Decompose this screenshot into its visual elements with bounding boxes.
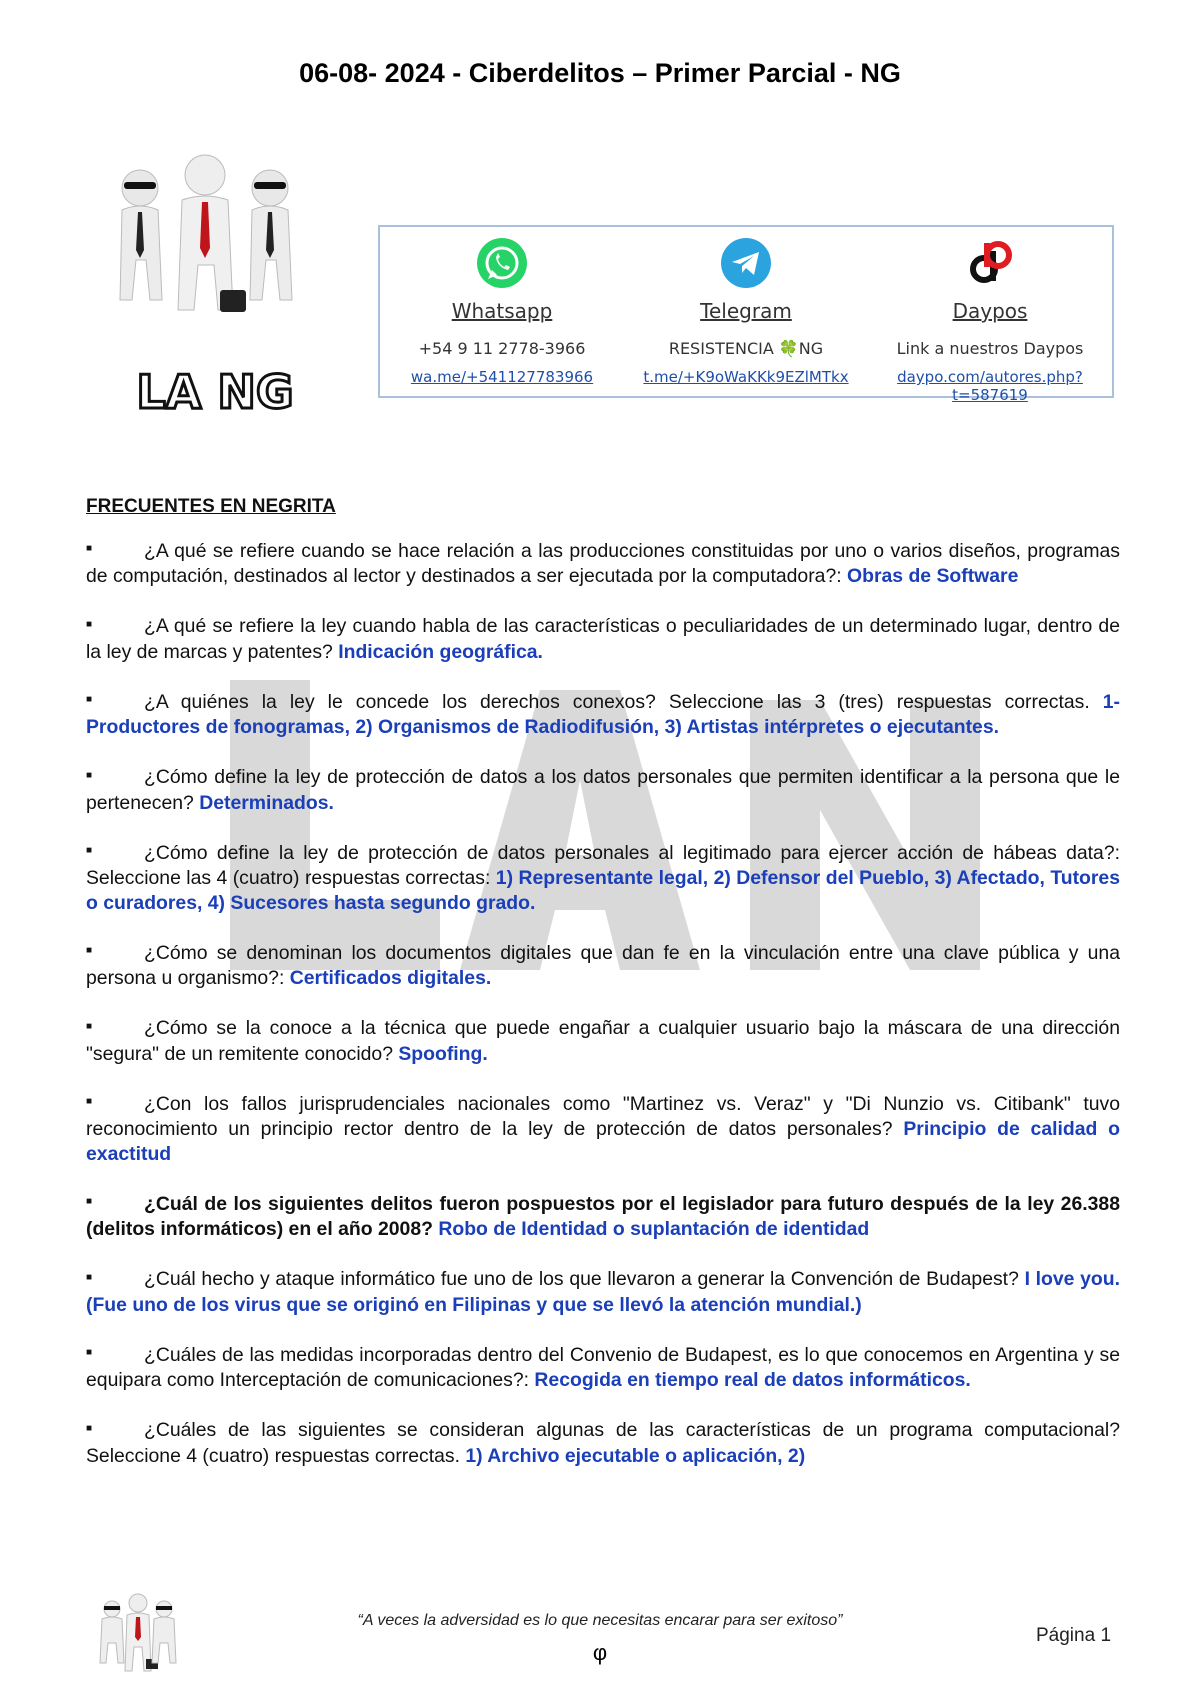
question-item [86, 1016, 1120, 1066]
bullet-icon: ■ [86, 1196, 93, 1208]
bullet-icon: ■ [86, 1271, 93, 1283]
telegram-group: RESISTENCIA 🍀NG [668, 339, 824, 358]
question-item [86, 1192, 1120, 1242]
answer-text: 1- Productores de fonogramas, 2) Organismos de Radiodifusión, 3) Artistas intérpretes o ejecutantes. [86, 690, 1120, 739]
question-item [86, 1267, 1120, 1317]
question-text: ¿A qué se refiere cuando se hace relación a las producciones constituidas por uno o varios diseños, programas de computación, destinados al lector y destinados a ser ejecutada por la computadora?: [86, 540, 1120, 588]
contact-daypos [875, 237, 1105, 404]
bullet-icon: ■ [86, 618, 93, 630]
answer-text: Principio de calidad o exactitud [86, 1118, 1120, 1165]
bullet-icon: ■ [86, 1422, 93, 1434]
answer-text: Spoofing. [398, 1042, 488, 1065]
question-text: ¿A qué se refiere la ley cuando habla de las características o peculiaridades de un determinado lugar, dentro de la ley de marcas y patentes? [86, 615, 1120, 663]
daypos-description: Link a nuestros Daypos [896, 339, 1084, 358]
question-text: ¿Con los fallos jurisprudenciales nacionales como "Martinez vs. Veraz" y "Di Nunzio vs. Citibank" tuvo reconocimiento un principio rector dentro de la ley de protección de datos personales? [86, 1092, 1120, 1140]
question-item [86, 614, 1120, 664]
contact-whatsapp [387, 237, 617, 396]
section-title: FRECUENTES EN NEGRITA [86, 496, 336, 517]
question-item [86, 841, 1120, 916]
question-text: ¿Cuáles de las siguientes se consideran algunas de las características de un programa computacional? Seleccione 4 (cuatro) respuestas correctas. [86, 1419, 1120, 1467]
question-list [86, 494, 1120, 1494]
question-text: ¿Cuáles de las medidas incorporadas dentro del Convenio de Budapest, es lo que conocemos en Argentina y se equipara como Interceptación de comunicaciones?: [86, 1343, 1120, 1392]
question-item [86, 941, 1120, 991]
question-text: ¿Cómo define la ley de protección de datos personales al legitimado para ejercer acción de hábeas data?: Seleccione las 4 (cuatro) respuestas correctas: [86, 841, 1120, 889]
question-item [86, 1092, 1120, 1167]
answer-text: Obras de Software [847, 565, 1019, 588]
bullet-icon: ■ [86, 769, 93, 781]
bullet-icon: ■ [86, 694, 93, 706]
answer-text: Robo de Identidad o suplantación de identidad [438, 1218, 870, 1241]
question-text: ¿A quiénes la ley le concede los derechos conexos? Seleccione las 3 (tres) respuestas correctas. [144, 690, 1103, 713]
answer-text: 1) Representante legal, 2) Defensor del Pueblo, 3) Afectado, Tutores o curadores, 4) Sucesores hasta segundo grado. [86, 866, 1120, 914]
question-text: ¿Cómo define la ley de protección de datos a los datos personales que permiten identificar a la persona que le pertenecen? [86, 766, 1120, 814]
footer-quote: “A veces la adversidad es lo que necesitas encarar para ser exitoso” [357, 1612, 843, 1629]
question-item [86, 539, 1120, 589]
question-text: ¿Cuál hecho y ataque informático fue uno de los que llevaron a generar la Convención de Budapest? [144, 1268, 1025, 1291]
answer-text: Certificados digitales. [289, 967, 492, 990]
bullet-icon: ■ [86, 1347, 93, 1359]
daypos-link[interactable]: daypo.com/autores.php?t=587619 [897, 368, 1083, 404]
document-title: 06-08- 2024 - Ciberdelitos – Primer Parcial - NG [299, 58, 901, 88]
answer-text: 1) Archivo ejecutable o aplicación, 2) [465, 1444, 806, 1467]
bullet-icon: ■ [86, 945, 93, 957]
question-item [86, 690, 1120, 740]
telegram-icon [720, 237, 772, 289]
la-ng-logo [100, 150, 330, 450]
question-text: ¿Cuál de los siguientes delitos fueron pospuestos por el legislador para futuro después de la ley 26.388 (delitos informáticos) en el año 2008? [86, 1193, 1120, 1241]
whatsapp-phone: +54 9 11 2778-3966 [418, 339, 586, 358]
logo-text: LA NG [136, 365, 294, 419]
question-text: ¿Cómo se la conoce a la técnica que puede engañar a cualquier usuario bajo la máscara de una dirección "segura" de un remitente conocido? [86, 1017, 1120, 1065]
footer-symbol: φ [592, 1640, 608, 1665]
answer-text: Determinados. [199, 791, 334, 814]
contact-telegram [631, 237, 861, 396]
daypos-name[interactable]: Daypos [952, 299, 1028, 323]
question-item [86, 1418, 1120, 1468]
question-text: ¿Cómo se denominan los documentos digitales que dan fe en la vinculación entre una clave pública y una persona u organismo?: [86, 941, 1120, 990]
answer-text: Recogida en tiempo real de datos informáticos. [534, 1369, 971, 1392]
question-item [86, 765, 1120, 815]
contact-box [378, 225, 1114, 404]
telegram-name[interactable]: Telegram [700, 299, 792, 323]
bullet-icon: ■ [86, 543, 93, 555]
telegram-link[interactable]: t.me/+K9oWaKKk9EZlMTkx [643, 368, 849, 386]
question-item [86, 1343, 1120, 1393]
answer-text: I love you. (Fue uno de los virus que se originó en Filipinas y que se llevó la atención mundial.) [86, 1268, 1121, 1316]
daypo-icon [964, 237, 1016, 289]
page-number: Página 1 [1036, 1625, 1112, 1646]
bullet-icon: ■ [86, 844, 93, 856]
whatsapp-icon [476, 237, 528, 289]
answer-text: Indicación geográfica. [338, 640, 543, 663]
whatsapp-name[interactable]: Whatsapp [451, 299, 553, 323]
bullet-icon: ■ [86, 1096, 93, 1107]
bullet-icon: ■ [86, 1020, 93, 1032]
whatsapp-link[interactable]: wa.me/+541127783966 [410, 368, 594, 386]
